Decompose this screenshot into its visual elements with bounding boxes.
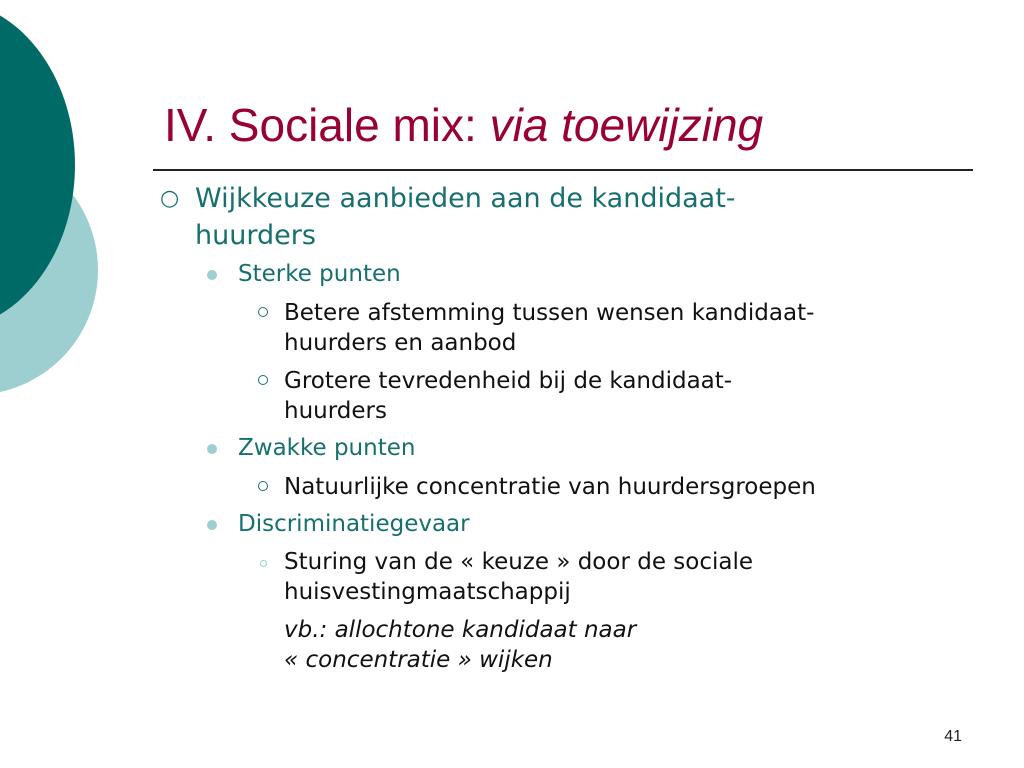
bullet-level3-item: [258, 298, 958, 358]
hollow-circle-icon: ○: [160, 186, 180, 211]
filled-dot-icon: [207, 270, 217, 280]
filled-dot-icon: [207, 444, 217, 454]
bullet-line: huurders en aanbod: [284, 330, 517, 356]
bullet-line: Natuurlijke concentratie van huurdersgroepen: [284, 474, 816, 500]
bullet-line: huurders: [284, 398, 387, 424]
example-line: vb.: allochtone kandidaat naar: [284, 617, 637, 643]
page-number: 41: [944, 728, 962, 745]
ring-bullet-icon: [258, 375, 268, 385]
ring-bullet-icon: [260, 560, 267, 567]
bullet-line: huurders: [195, 220, 316, 251]
bullet-line: Wijkkeuze aanbieden aan de kandidaat-: [195, 183, 736, 214]
ring-bullet-icon: [258, 307, 268, 317]
bullet-line: Grotere tevredenheid bij de kandidaat-: [284, 368, 733, 394]
filled-dot-icon: [207, 520, 217, 530]
bullet-label: Sterke punten: [238, 261, 401, 287]
bullet-line: Betere afstemming tussen wensen kandidaat-: [284, 300, 815, 326]
bullet-text: [284, 298, 958, 358]
bullet-text: [284, 472, 958, 502]
bullet-level1-wijkkeuze: [160, 180, 920, 254]
bullet-level3-item: [258, 547, 958, 607]
example-note: [284, 615, 944, 675]
bullet-level3-item: [258, 366, 958, 426]
bullet-text: [195, 180, 920, 254]
bullet-level2-discriminatiegevaar: [207, 509, 470, 539]
bullet-label: Discriminatiegevaar: [238, 511, 470, 537]
bullet-level3-item: [258, 472, 958, 502]
bullet-line: huisvestingmaatschappij: [284, 579, 571, 605]
bullet-text: [284, 547, 958, 607]
example-line: « concentratie » wijken: [284, 647, 553, 673]
bullet-level2-zwakke-punten: [207, 433, 415, 463]
bullet-line: Sturing van de « keuze » door de sociale: [284, 549, 754, 575]
bullet-label: Zwakke punten: [238, 435, 416, 461]
title-main: IV. Sociale mix:: [164, 99, 490, 151]
bullet-text: [284, 366, 958, 426]
title-emphasis: via toewijzing: [489, 99, 764, 151]
bullet-level2-sterke-punten: [207, 259, 401, 289]
ring-bullet-icon: [258, 481, 268, 491]
